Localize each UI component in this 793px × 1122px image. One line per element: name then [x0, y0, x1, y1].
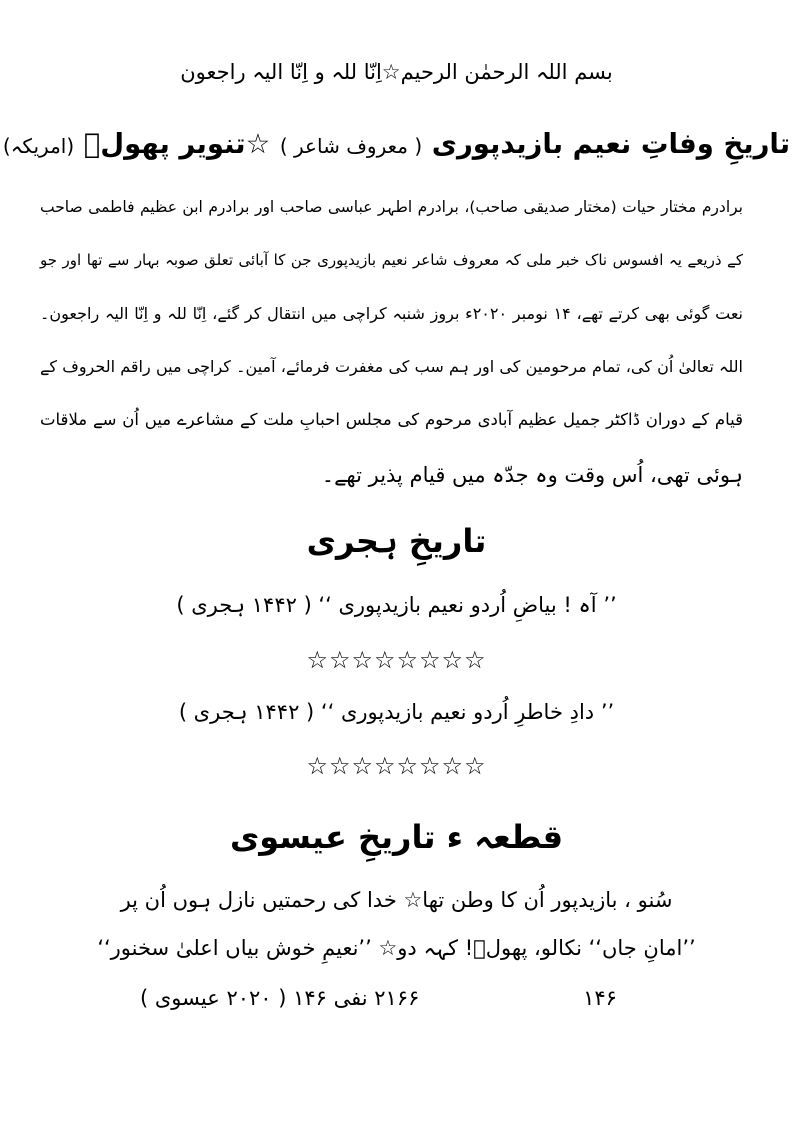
- title-author: ☆تنویر پھولؔ: [83, 128, 271, 160]
- hijri-heading: تاریخِ ہجری: [306, 522, 487, 560]
- basmala-line: بسم اللہ الرحمٰن الرحیم☆اِنّا للہ و اِنّا الیہ راجعون: [180, 60, 613, 84]
- verse-line-2: ’’امانِ جاں‘‘ نکالو، پھولؔ! کہہ دو☆ ’’نعیمِ خوش بیاں اعلیٰ سخنور‘‘: [97, 936, 696, 960]
- body-line-3: نعت گوئی بھی کرتے تھے، ۱۴ نومبر ۲۰۲۰ء بروز شنبہ کراچی میں انتقال کر گئے، اِنّا للہ و اِنّا الیہ راجعون۔: [40, 304, 743, 323]
- verse-line-1: سُنو ، بازیدپور اُن کا وطن تھا☆ خدا کی رحمتیں نازل ہوں اُن پر: [120, 888, 673, 912]
- body-line-4: اللہ تعالیٰ اُن کی، تمام مرحومین کی اور ہم سب کی مغفرت فرمائے، آمین۔ کراچی میں راقم الحروف کے: [40, 357, 743, 376]
- hijri-line-2: ’’ دادِ خاطرِ اُردو نعیم بازیدپوری ‘‘ ( ۱۴۴۲ ہجری ): [178, 700, 615, 724]
- title-note: ( معروف شاعر ): [279, 134, 423, 158]
- body-line-6: ہوئی تھی، اُس وقت وہ جدّہ میں قیام پذیر تھے۔: [321, 463, 743, 487]
- isvi-heading: قطعہ ء تاریخِ عیسوی: [229, 818, 564, 856]
- calc-value: ۱۴۶: [583, 986, 617, 1010]
- page-title: [0, 128, 793, 160]
- body-line-5: قیام کے دوران ڈاکٹر جمیل عظیم آبادی مرحوم کی مجلس احبابِ ملت کے مشاعرے میں اُن سے ملاقات: [40, 410, 743, 429]
- star-divider-2: ☆☆☆☆☆☆☆☆: [306, 752, 487, 780]
- title-main: تاریخِ وفاتِ نعیم بازیدپوری: [431, 128, 791, 160]
- calc-result: ۲۱۶۶ نفی ۱۴۶ ( ۲۰۲۰ عیسوی ): [140, 986, 420, 1010]
- title-place: (امریکہ): [2, 134, 75, 158]
- star-divider-1: ☆☆☆☆☆☆☆☆: [306, 646, 487, 674]
- hijri-line-1: ’’ آہ ! بیاضِ اُردو نعیم بازیدپوری ‘‘ ( ۱۴۴۲ ہجری ): [176, 593, 617, 617]
- body-line-2: کے ذریعے یہ افسوس ناک خبر ملی کہ معروف شاعر نعیم بازیدپوری جن کا آبائی تعلق صوبہ بہار سے تھا اور جو: [40, 251, 743, 269]
- body-line-1: برادرم مختار حیات (مختار صدیقی صاحب)، برادرم اطہر عباسی صاحب اور برادرم ابن عظیم فاطمی صاحب: [40, 198, 743, 216]
